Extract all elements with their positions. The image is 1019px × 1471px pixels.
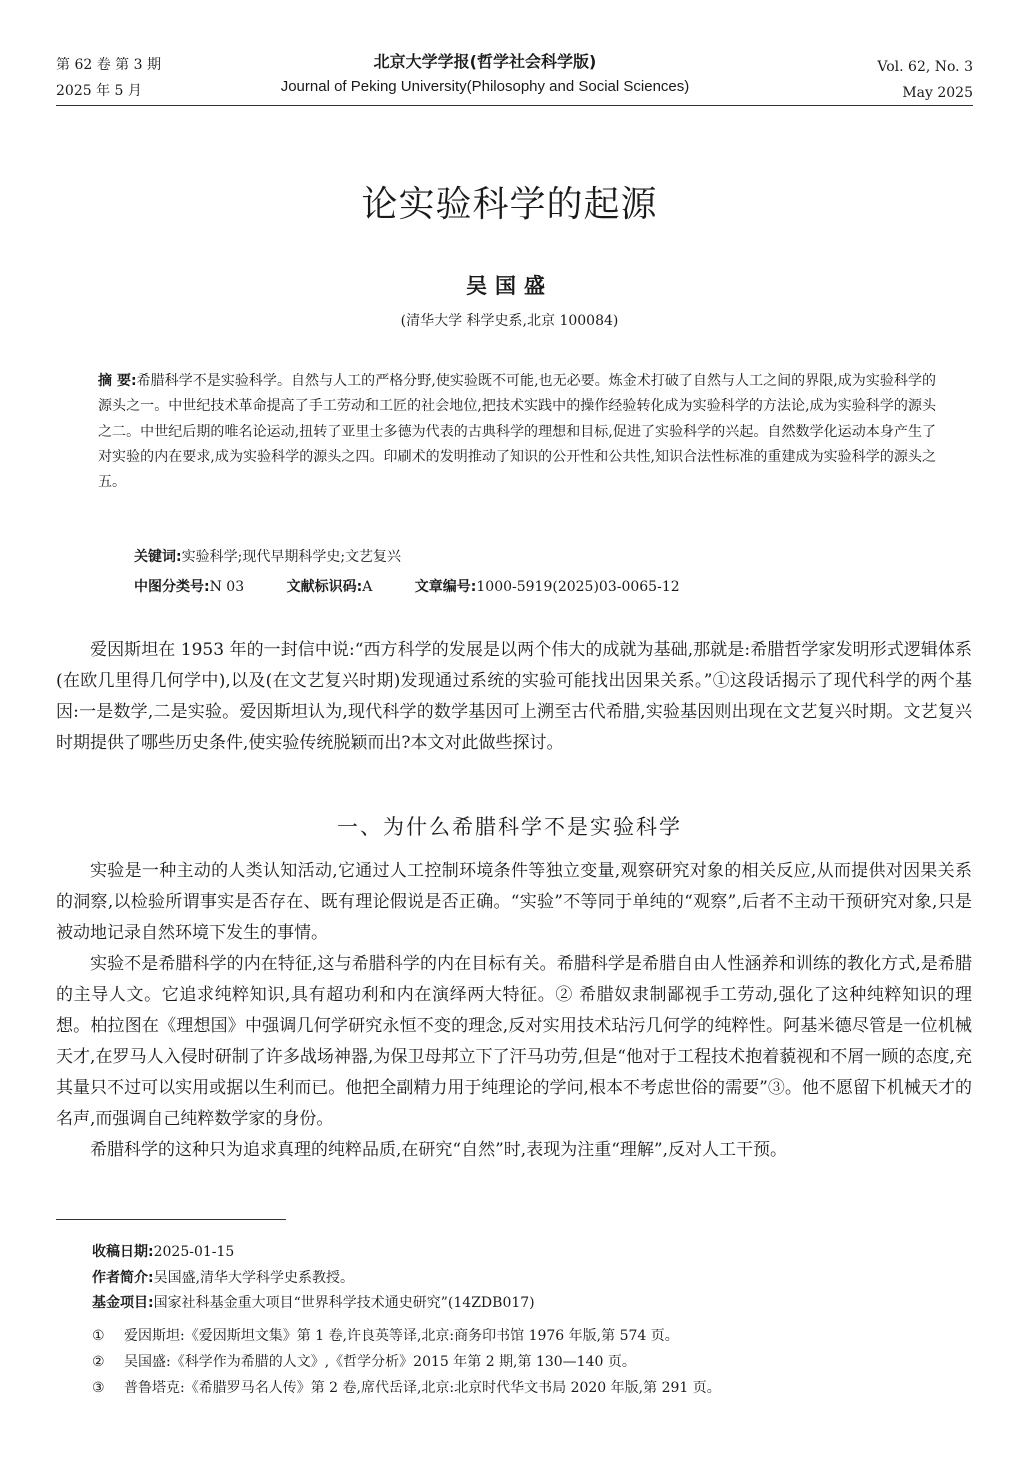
keywords <box>134 545 401 569</box>
footnote-divider <box>56 1219 286 1220</box>
running-header-left <box>56 52 161 104</box>
volume-issue-en: Vol. 62, No. 3 <box>877 59 973 75</box>
received-label: 收稿日期: <box>92 1244 154 1260</box>
footnote-text: 吴国盛:《科学作为希腊的人文》,《哲学分析》2015 年第 2 期,第 130—140 页。 <box>124 1354 636 1370</box>
footnote-number: ② <box>92 1354 105 1370</box>
footnote-item <box>92 1349 721 1375</box>
article-title: 论实验科学的起源 <box>361 184 658 225</box>
abstract-label: 摘 要: <box>98 373 137 389</box>
clc-value: N 03 <box>209 579 245 595</box>
fund-text: 国家社科基金重大项目“世界科学技术通史研究”(14ZDB017) <box>153 1295 535 1311</box>
body-paragraph: 实验是一种主动的人类认知活动,它通过人工控制环境条件等独立变量,观察研究对象的相关反应,从而提供对因果关系的洞察,以检验所谓事实是否存在、既有理论假说是否正确。“实验”不等同于单纯的“观察”,后者不主动干预研究对象,只是被动地记录自然环境下发生的事情。 <box>56 861 972 943</box>
article-id-label: 文章编号: <box>414 579 477 595</box>
keywords-label: 关键词: <box>134 549 182 565</box>
body-paragraph: 希腊科学的这种只为追求真理的纯粹品质,在研究“自然”时,表现为注重“理解”,反对人工干预。 <box>90 1140 787 1160</box>
author-affiliation: (清华大学 科学史系,北京 100084) <box>400 313 619 329</box>
article-id-value: 1000-5919(2025)03-0065-12 <box>476 579 680 595</box>
clc-label: 中图分类号: <box>134 579 210 595</box>
article-meta <box>92 1240 535 1317</box>
journal-title-cn: 北京大学学报(哲学社会科学版) <box>373 52 597 71</box>
doc-code-value: A <box>362 579 373 595</box>
author-bio-label: 作者简介: <box>92 1269 154 1286</box>
issue-date-en: May 2025 <box>902 85 973 101</box>
section-heading: 一、为什么希腊科学不是实验科学 <box>337 815 682 839</box>
intro-block <box>56 635 972 759</box>
classification-line <box>134 575 718 599</box>
journal-title-en: Journal of Peking University(Philosophy and Social Sciences) <box>280 78 690 95</box>
intro-paragraph: 爱因斯坦在 1953 年的一封信中说:“西方科学的发展是以两个伟大的成就为基础,那就是:希腊哲学家发明形式逻辑体系(在欧几里得几何学中),以及(在文艺复兴时期)发现通过系统的实验可能找出因果关系。”①这段话揭示了现代科学的两个基因:一是数学,二是实验。爱因斯坦认为,现代科学的数学基因可上溯至古代希腊,实验基因则出现在文艺复兴时期。文艺复兴时期提供了哪些历史条件,使实验传统脱颖而出?本文对此做些探讨。 <box>56 640 972 753</box>
body-paragraph: 实验不是希腊科学的内在特征,这与希腊科学的内在目标有关。希腊科学是希腊自由人性涵养和训练的教化方式,是希腊的主导人文。它追求纯粹知识,具有超功利和内在演绎两大特征。② 希腊奴隶制鄙视手工劳动,强化了这种纯粹知识的理想。柏拉图在《理想国》中强调几何学研究永恒不变的理念,反对实用技术玷污几何学的纯粹性。阿基米德尽管是一位机械天才,在罗马人入侵时研制了许多战场神器,为保卫母邦立下了汗马功劳,但是“他对于工程技术抱着藐视和不屑一顾的态度,充其量只不过可以实用或据以生利而已。他把全副精力用于纯理论的学问,根本不考虑世俗的需要”③。他不愿留下机械天才的名声,而强调自己纯粹数学家的身份。 <box>56 954 972 1129</box>
header-divider <box>56 105 973 106</box>
abstract <box>98 369 936 495</box>
footnote-item <box>92 1375 721 1401</box>
footnote-item <box>92 1323 721 1349</box>
footnote-text: 普鲁塔克:《希腊罗马名人传》第 2 卷,席代岳译,北京:北京时代华文书局 2020 年版,第 291 页。 <box>124 1380 721 1396</box>
doc-code-label: 文献标识码: <box>286 579 363 595</box>
running-header-center <box>225 50 745 100</box>
issue-date-cn: 2025 年 5 月 <box>56 83 142 99</box>
received-date: 2025-01-15 <box>153 1244 235 1260</box>
footnote-number: ① <box>92 1328 105 1344</box>
footnote-text: 爱因斯坦:《爱因斯坦文集》第 1 卷,许良英等译,北京:商务印书馆 1976 年版,第 574 页。 <box>124 1328 679 1344</box>
volume-issue: 第 62 卷 第 3 期 <box>56 57 161 73</box>
section-body <box>56 856 972 1166</box>
abstract-text: 希腊科学不是实验科学。自然与人工的严格分野,使实验既不可能,也无必要。炼金术打破了自然与人工之间的界限,成为实验科学的源头之一。中世纪技术革命提高了手工劳动和工匠的社会地位,把技术实践中的操作经验转化成为实验科学的方法论,成为实验科学的源头之二。中世纪后期的唯名论运动,扭转了亚里士多德为代表的古典科学的理想和目标,促进了实验科学的兴起。自然数学化运动本身产生了对实验的内在要求,成为实验科学的源头之四。印刷术的发明推动了知识的公开性和公共性,知识合法性标准的重建成为实验科学的源头之五。 <box>98 373 936 491</box>
article-author: 吴国盛 <box>466 273 553 298</box>
footnote-number: ③ <box>92 1380 105 1396</box>
author-bio: 吴国盛,清华大学科学史系教授。 <box>153 1269 355 1286</box>
keywords-text: 实验科学;现代早期科学史;文艺复兴 <box>181 549 402 565</box>
footnotes <box>92 1323 721 1401</box>
running-header-right <box>877 54 973 106</box>
fund-label: 基金项目: <box>92 1295 154 1311</box>
